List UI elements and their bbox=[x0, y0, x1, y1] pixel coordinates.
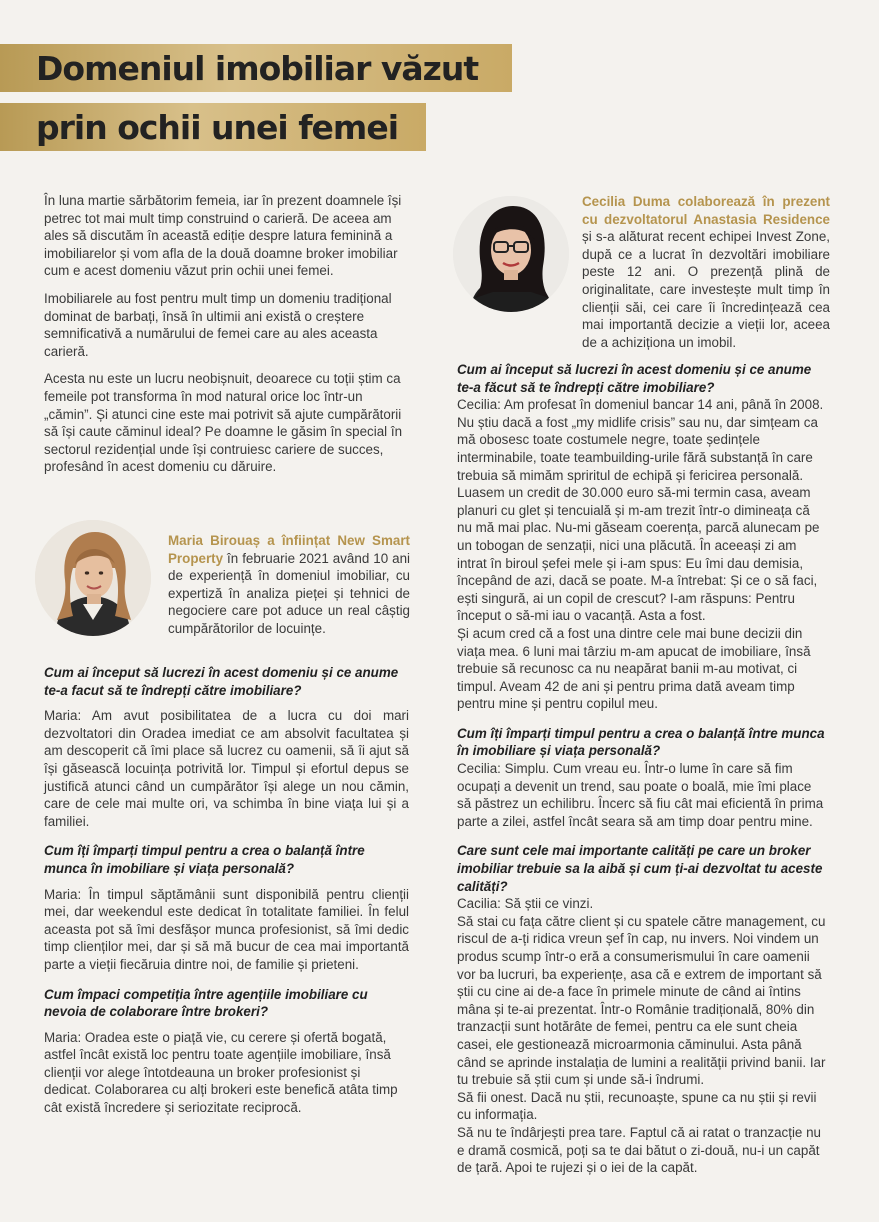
maria-bio-highlight: Maria Birouaș a înființat New Smart Property bbox=[168, 533, 410, 566]
cecilia-portrait-icon bbox=[453, 196, 569, 312]
maria-portrait-icon bbox=[35, 520, 151, 636]
left-column bbox=[44, 192, 409, 486]
cecilia-question-1: Cum ai început să lucrezi în acest domeniu și ce anume te-a făcut să te îndrepți către imobiliare? bbox=[457, 362, 812, 395]
maria-answer-1: Maria: Am avut posibilitatea de a lucra cu doi mari dezvoltatori din Oradea imediat ce am absolvit facultatea și am descoperit că îmi place să lucrez cu oamenii, să îi ajut să își găsească locuința potrivită lor. Timpul și efortul depus se justifică atunci când un cumpărător își alege un nou cămin, care de cele mai multe ori, va schimba în bine viața lui și a familiei. bbox=[44, 708, 409, 829]
cecilia-bio bbox=[582, 193, 830, 351]
cecilia-answer-1a: Cecilia: Am profesat în domeniul bancar 14 ani, până în 2008. Nu știu dacă a fost „my midlife crisis” sau nu, dar simțeam ca mă obosesc toate costumele negre, toate ședințele interminabile, toate teambuilding-urile fără substanță în care trebuia să mimăm spriritul de echipă și fericirea personală. Luasem un credit de 30.000 euro să-mi termin casa, aveam planuri cu glet și tencuială și m-am trezit într-o dimineața că nu mă mai plac. Nu-mi găseam coerența, parcă alunecam pe un tobogan de senzații, nici una plăcută. În aceeași zi am intrat în biroul șefei mele și i-am spus: Eu îmi dau demisia, începând de azi, dacă se poate. M-a întrebat: Și ce o să faci, ești singură, ai un copil de crescut? I-am răspuns: Pentru început o să-mi iau o vacanță. Asta a fost. bbox=[457, 397, 824, 624]
maria-bio bbox=[168, 532, 410, 638]
cecilia-answer-3c: Să fii onest. Dacă nu știi, recunoaște, spune ca nu știi și revii cu informația. bbox=[457, 1089, 817, 1123]
page-title-line-2: prin ochii unei femei bbox=[36, 107, 399, 147]
cecilia-qa-section bbox=[457, 361, 827, 1177]
maria-question-1: Cum ai început să lucrezi în acest domeniu și ce anume te-a facut să te îndrepți către imobiliare? bbox=[44, 665, 399, 698]
cecilia-answer-3a: Cacilia: Să știi ce vinzi. bbox=[457, 896, 594, 912]
cecilia-question-2: Cum îți împarți timpul pentru a crea o balanță între munca în imobiliare și viața personală? bbox=[457, 725, 825, 759]
maria-answer-3: Maria: Oradea este o piață vie, cu cerere și ofertă bogată, astfel încât există loc pentru toate agențiile imobiliare, însă clienții vor alege întotdeauna un broker profesionist și dedicat. Colaborarea cu alți brokeri este benefică atâta timp cât există încredere și seriozitate reciprocă. bbox=[44, 1029, 398, 1116]
cecilia-answer-3d: Să nu te îndârjești prea tare. Faptul că ai ratat o tranzacție nu e dramă cosmică, poți sa te dai bătut o zi-două, nu-i un capăt de țară. Apoi te rujezi și o iei de la capăt. bbox=[457, 1124, 821, 1176]
title-bar-1 bbox=[0, 44, 512, 92]
intro-paragraph-3: Acesta nu este un lucru neobișnuit, deoarece cu toții știm ca femeile pot transforma în mod natural orice loc într-un „cămin”. Și atunci cine este mai potrivit să ajute cumpărătorii să își caute căminul ideal? Pe doamne le găsim în special în sectorul rezidențial unde își contruiesc cariere de succes, profesând în acest domeniu cu dăruire. bbox=[44, 371, 403, 475]
maria-question-2: Cum îți împarți timpul pentru a crea o balanță între munca în imobiliare și viața personală? bbox=[44, 843, 365, 876]
intro-paragraph-2: Imobiliarele au fost pentru mult timp un domeniu tradițional dominat de barbați, însă în ultimii ani există o creștere semnificativă a numărului de femei care au ales aceasta carieră. bbox=[44, 290, 392, 359]
cecilia-answer-3b: Să stai cu fața către client și cu spatele către management, cu riscul de a-ți ridica vreun șef în cap, nu invers. Noi vindem un produs scump într-o eră a consumerismului în care oamenii vor ba lucruri, ba experiențe, asa că e extrem de important să știi cu cine ai de-a face în primele minute de când ai întins mâna și te-ai prezentat. Într-o Românie tradițională, 80% din tranzacții sunt hotărâte de femei, pentru ca ele sunt cheia casei, ele gestionează microarmonia căminului. Asta până când se aprinde instalația de lumini a realității privind banii. Iar tu trebuie să știi cum și unde să-i îndrumi. bbox=[457, 913, 826, 1088]
cecilia-question-3: Care sunt cele mai importante calități pe care un broker imobiliar trebuie sa la aibă și cum ți-ai dezvoltat tu aceste calități? bbox=[457, 843, 823, 894]
cecilia-bio-rest: și s-a alăturat recent echipei Invest Zone, după ce a lucrat în dezvoltări imobiliare peste 12 ani. O prezență plină de originalitate, care investește mult timp în clienții săi, cei care îi încredințează cea mai importantă decizie a vieții lor, aceea de a achiziționa un imobil. bbox=[582, 229, 830, 350]
cecilia-answer-1b: Și acum cred că a fost una dintre cele mai bune decizii din viața mea. 6 luni mai târziu m-am apucat de imobiliare, însă trebuie să recunosc ca nu neapărat banii m-au motivat, ci timpul. Aveam 42 de ani și pentru prima dată aveam timp pentru mine și pentru copilul meu. bbox=[457, 625, 811, 712]
cecilia-photo bbox=[453, 196, 569, 312]
intro-paragraph-1: În luna martie sărbătorim femeia, iar în prezent doamnele își petrec tot mai mult timp construind o carieră. De aceea am ales să discutăm în această ediție despre latura feminină a imobiliarelor și vom afla de la două doamne broker imobiliar cum e acest domeniu văzut prin ochii unei femei. bbox=[44, 193, 402, 279]
cecilia-bio-highlight: Cecilia Duma colaborează în prezent cu dezvoltatorul Anastasia Residence bbox=[582, 194, 830, 227]
title-bar-2 bbox=[0, 103, 426, 151]
maria-qa-section bbox=[44, 664, 409, 1127]
maria-bio-rest: în februarie 2021 având 10 ani de experiență în domeniul imobiliar, cu expertiză în analiza pieței și tehnici de negociere care pot aduce un real câștig cumpărătorilor de locuințe. bbox=[168, 550, 410, 636]
cecilia-answer-2: Cecilia: Simplu. Cum vreau eu. Într-o lume în care să fim ocupați a devenit un trend, sau poate o boală, mie îmi place să păstrez un echilibru. Încerc să fiu cât mai eficientă în prima parte a zilei, astfel încât seara să am timp doar pentru mine. bbox=[457, 761, 824, 829]
maria-question-3: Cum împaci competiția între agențiile imobiliare cu nevoia de colaborare între brokeri? bbox=[44, 986, 368, 1020]
page-title-line-1: Domeniul imobiliar văzut bbox=[36, 48, 479, 88]
maria-photo bbox=[35, 520, 151, 636]
maria-answer-2: Maria: În timpul săptămânii sunt disponibilă pentru clienții mei, dar weekendul este dedicat în totalitate familiei. În felul aceasta pot să îmi desfășor munca profesionist, să îmi dedic timp clienților mei, dar și să mă bucur de cea mai importantă parte a vieții fiecăruia dintre noi, de familie și prieteni. bbox=[44, 886, 409, 972]
